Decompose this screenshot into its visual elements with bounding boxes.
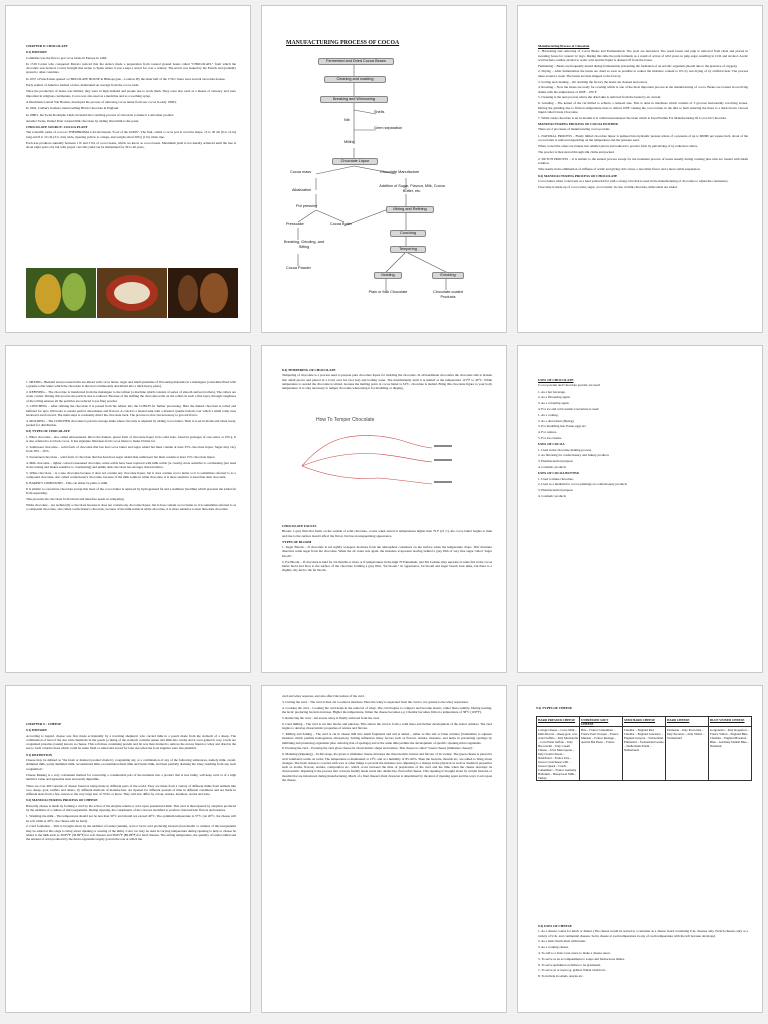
page-chocolate-uses bbox=[517, 345, 763, 673]
list-item: 4. MOLDING – The CONCHED chocolate is put into storage tanks where viscosity is adjusted by adding cocoa butter. Then it is set in molds and when ready, packed for distribution. bbox=[26, 418, 236, 428]
section-heading: USES OF COCOA bbox=[538, 442, 565, 447]
paragraph: According to legend, cheese was first made accidentally by a traveling shepherd, who carried milk in a pouch made from the stomach of a sheep. The combination of heat of the sun with chemicals in the pouch (a lining of the stomach contains rennet and milk into curds) and it soon gained it way. Curds are coagulated proteins (casein) known as cheese. This soft mass containing protein and fat was then drained to remove the excess liquid or whey and dried in the sun to form a harder mass which could be eaten fresh or salted and stored for later use when the food supplies were less plentiful. bbox=[26, 733, 236, 751]
flow-label: Presscake bbox=[286, 222, 304, 226]
table-header: SEMI HARD CHEESE bbox=[623, 717, 666, 727]
list-item: 3. As a colouring agent. bbox=[538, 401, 570, 406]
flow-label: Cocoa Powder bbox=[286, 266, 311, 270]
list-item: 3. Sorting and cleaning – On reaching the factory the beans are cleaned and sorted. bbox=[538, 79, 648, 84]
list-item: 6. To serve sprinkled on dishes to be gratinated. bbox=[538, 962, 601, 967]
cocoa-pod-image bbox=[26, 268, 96, 318]
list-item: 2. As a decoration (Piping). bbox=[538, 418, 575, 423]
page-tempering bbox=[261, 345, 507, 673]
tempering-lines bbox=[282, 426, 486, 498]
paragraph: When cooled the cakes are broken into smaller pieces and reduced to powder form by pulverising of by reduction rollers. bbox=[538, 144, 698, 149]
list-item: 2. Curd formation – This is brought about by the addition of rennet (rennin), acid or lactic acid producing bacteria (lactobacilli or cultures of microorganisms may be added at this stage to bring about ripening or souring of the milk). Color too may be used in varying temperature during ripening to help or cheese be added to the milk such as 36.85°F (36.89°F) for soft cheeses and 36.85°F (86.98°F) for hard cheeses. The setting temperature, the quantity of rennet added and the amount of acid produced by the microorganisms largely govern the rate at which the bbox=[26, 824, 236, 842]
page-chocolate-history bbox=[5, 5, 251, 333]
flow-label: Milling bbox=[344, 140, 355, 144]
list-item: 4. For centres. bbox=[538, 430, 557, 435]
page-text bbox=[538, 42, 748, 192]
flow-label: Cocoa mass bbox=[290, 170, 312, 174]
flow-label: Alkalization bbox=[292, 188, 312, 192]
list-item: 3. Sweetened chocolate – solid form of chocolate that has had more sugar added than semisweet but must contain at least 15% chocolate liquor. bbox=[26, 454, 216, 459]
list-item: This prevents the chocolate from bloom and therefore needs no tempering. bbox=[26, 496, 125, 501]
list-item: 7. To serve as or used e.g. grilled. Welsh rarebit etc. bbox=[538, 968, 607, 973]
table-cell: Cheddar – England Red Cheddar – England Lancaster – England Gruyere – Switzerland Emmental – Switzerland Gouda – Netherlands Edam – Netherlands bbox=[623, 727, 666, 781]
paragraph: There are over 400 varieties of cheese found as being made in different parts of the world. They are made from a variety of different milks from animals like cow, sheep, goat, buffalo and others, by different methods of manufacture, are ripened for different periods of time in different conditions and are made in different sizes from a few ounces to the very large size of 70 lbs or more. They will also differ by colour, texture, hardness, aroma and taste. bbox=[26, 783, 236, 797]
list-item: 5. For ice-creams. bbox=[538, 435, 562, 440]
chapter-heading: CHAPTER 8: CHOCOLATE bbox=[26, 44, 68, 48]
list-item: 1. As a hot beverage. bbox=[538, 389, 566, 394]
section-heading: 9.1) HISTORY bbox=[26, 728, 48, 733]
list-item: 6. Curd milling – The curd is cut into blocks and piled up. This allows the curd to form a solid mass and further development of the starter cultures. The curd begins to develop characteristic properties of texture and flavour. bbox=[282, 721, 492, 731]
list-item: Fermenting – Beans are frequently turned during fermentation preventing the formation of an aerobic organism (mould due to the presence of oxygen). bbox=[538, 63, 738, 68]
paragraph: Each tree produces annually between 1 lb and 3 lbs of cocoa beans, which we know as cocoa beans. Maximum yield is not usually achieved until the tree is about eight years old, but with proper care this yield can be maintained for 30 to 40 years. bbox=[26, 141, 236, 150]
flow-node: Breaking and Winnowing bbox=[320, 96, 388, 103]
section-heading: 9.4) USES OF CHEESE bbox=[538, 924, 572, 928]
page-text bbox=[538, 376, 748, 500]
list-item: 2. As a flavouring agent. bbox=[538, 395, 571, 400]
page-cheese-process bbox=[261, 685, 507, 1013]
list-item: 1. Bitter chocolate – also called unsweetened, this is the darkest, purest form of chocolate liquor in its solid state, found in packages of one-ounce or 250 g. It is also referred to as block cocoa. It has signature bitterness from cocoa butter to make it bitter fat. bbox=[26, 434, 236, 444]
paragraph: Columbus was the first to get cocoa beans in Europe in 1494. bbox=[26, 55, 107, 60]
paragraph: In 1657 a French man opened a CHOCOLATE HOUSE in Bishops gate – London. By the latter half of the 17th C there were several chocolate houses. bbox=[26, 76, 226, 81]
page-title: MANUFACTURING PROCESS OF COCOA bbox=[286, 40, 400, 46]
section-heading: 9.3) TYPES OF CHEESE bbox=[536, 706, 573, 710]
paragraph: Since the production of beans was limited, they were in high demand and people use to stock them. They were also used as a means of currency and were important in religious ceremonies. Cocoa was also used as a medicine and as a soothing syrup. bbox=[26, 89, 236, 98]
list-item: 3. As a cooking cheese. bbox=[538, 945, 569, 950]
list-item: 4. For ice and cold creams Couverture is used: bbox=[538, 406, 600, 411]
flow-node: Tempering bbox=[390, 246, 426, 253]
paragraph: There are 2 processes of manufacturing cocoa powder. bbox=[538, 127, 610, 132]
list-item: 1. Harvesting and removing of Cocoa Beans and Fermentation: The pods are harvested. The seeds beans and pulp is removed from rinds and placed in sweating boxes for around 12 days. During this time the pulp ferments as a result of action of wild yeast on pulp sugar resulting in CO2 and alcohol. Acetic acid bacteria oxidize alcohol to acetic acid and the liquid is drained off from the boxes. bbox=[538, 49, 748, 62]
paragraph: curd and whey separate, and also affect the texture of the curd. bbox=[282, 694, 365, 698]
flow-node: Cleaning and roasting bbox=[324, 76, 386, 83]
flow-label: Addition of Sugar, Flavour, Milk, Cocoa Butter, etc. bbox=[379, 184, 445, 193]
page-chocolate-manufacturing bbox=[517, 5, 763, 333]
list-item: 2. REFINING – The chocolate is transferred from the melangeur to the refiner (a machine which consists of series of smooth surfaced rollers). The rollers are water cooled. During this process the particle size is reduced. Because of the shifting the chocolate trails on the rollers in such a fine layer, through roughness of the rolling ensures all the particles are reduced to (as fine) powder. bbox=[26, 390, 236, 403]
cocoa-pod-photos bbox=[26, 268, 238, 318]
list-item: 1. Sugar Bloom – If chocolate is not tightly wrapped, moisture from the atmosphere condenses on the surface when the temperature drops. This moisture dissolves some sugar from the chocolate. When the air water sets again, the moisture evaporates leaving behind a grey film of very fine sugar called "sugar bloom". bbox=[282, 545, 492, 558]
table-cell: Brie – France Camembert – France Pont l'eveque – France Munster – France Romage – Austria Bel Paese – France bbox=[580, 727, 623, 781]
flow-label: Breaking, Grinding, and Sifting bbox=[284, 240, 324, 249]
page-cheese-types bbox=[517, 685, 763, 1013]
section-heading: MANUFACTURING PROCESS OF COCOA POWDER bbox=[538, 121, 618, 126]
cheese-types-table bbox=[536, 716, 752, 781]
list-item: 3. Cutting the curd – The curd is then cut to remove moisture. Here the whey is separated from the curd to cut, greater is the whey separation. bbox=[282, 700, 469, 705]
flow-label: Chocolate-coated Products bbox=[433, 290, 463, 299]
section-heading: TYPES OF BLOOM bbox=[282, 539, 312, 544]
list-item: 4. Cosmetic products bbox=[538, 493, 566, 498]
section-heading: 8.2) MANUFACTURING PROCESS OF CHOCOLATE bbox=[538, 173, 618, 178]
list-item: 2. As flavoring for confectionery and bakery products bbox=[538, 453, 609, 458]
table-header: HARD PRESSED CHEESE bbox=[537, 717, 580, 727]
list-item: 2. As a basic lunch meal with butter. bbox=[538, 939, 586, 944]
section-heading: USES OF COCOA BUTTER bbox=[538, 471, 579, 476]
paragraph: This results in the elimination of stiffness of acidic and giving rich colour, a less bitter flavor and a more stable suspension. bbox=[538, 167, 701, 172]
list-item: 4. Milk chocolate – lighter colored sweetened chocolate, some solids have been replaced with milk solids (or cream), more sensitive to overheating (not used in decorating and makes sensitive to overheating) and unlike dark chocolate has stronger characteristics. bbox=[26, 460, 236, 470]
list-item: 2. Drying – After fermentation the beans are dried as soon as possible to reduce the moisture content to 6% by sun drying of by artificial heat. The process takes around a week. The beans are then shipped to the factory. bbox=[538, 69, 748, 78]
paragraph: Chocolate is made up of cocoa solid, sugar, cocoa butter. In case of milk chocolate, milk solids are added. bbox=[538, 185, 678, 190]
tempering-graphic bbox=[282, 418, 486, 498]
page-text bbox=[538, 922, 748, 980]
section-heading: 9.1) DEFINITION bbox=[26, 752, 53, 757]
cocoa-pod-image bbox=[168, 268, 238, 318]
list-item: It is similar to couverture chocolate except that most of the cocoa butter is replaced by hydrogenated fat and a stabilizer (lecithin) which prevents the added fat from separating. bbox=[26, 486, 236, 496]
paragraph: Cocoa butter when cooled sets as a hard yellowish fat with a strong odor that is used in the manufacturing of chocolate to adjust the consistency. bbox=[538, 178, 729, 183]
cocoa-pod-image bbox=[97, 268, 167, 318]
section-heading: 8.3) TYPES OF CHOCOLATE bbox=[26, 429, 70, 434]
list-item: 6. BAKER'S COMPOUND – This can either be plain or milk. bbox=[26, 480, 109, 485]
page-text bbox=[26, 42, 236, 152]
page-text bbox=[282, 694, 492, 784]
flow-label: Nib bbox=[344, 118, 350, 122]
list-item: White chocolate – not technically a chocolate because it does not contain any chocolate liquor, but it does contain cocoa butter so it is sometimes referred to as a compound chocolate, also called confectioner's chocolate, because of the milk solids in white chocolate, it is more sensitive to heat than dark chocolate. bbox=[26, 502, 236, 511]
list-item: 5. To serve as an accompaniment to soups and farinaceous dishes. bbox=[538, 956, 625, 961]
flow-node: Fermented and Dried Cocoa Beans bbox=[318, 58, 394, 65]
paragraph: 1. NATURAL PROCESS – Finely milled chocolate liquor is pumped into hydraulic presses where of a pressure of up to 6000lb per square inch, about of the cocoa butter is removed depending on the temperature and the pressure used. bbox=[538, 133, 748, 142]
list-item: 4. Cosmetic products bbox=[538, 464, 566, 469]
flow-label: Germ separation bbox=[374, 126, 403, 130]
list-item: 2. Semisweet chocolate – solid form of chocolate that has had cocoa butter and sugar added but must contain at least 35% chocolate liquor. Sugar may vary from 30% – 50%. bbox=[26, 444, 236, 454]
section-heading: 8.1) HISTORY bbox=[26, 50, 48, 55]
paragraph: Basically cheese is made by forming a curd by the action of the enzyme rennin or acid, upon pasteurized milk. This curd is then ripened by enzymes produced by the addition of a culture of microorganisms. During ripening, the constituents of the curd are modified to produce characteristic flavors and textures. bbox=[26, 803, 236, 813]
list-item: 2. Used as a medium for cocoa paintings on confectionery products bbox=[538, 482, 627, 487]
list-item: 8. Pressing the curd – Pressing the curd gives cheese its characteristic shape and texture. This cheese is called "Green cheese (immature cheese)". bbox=[282, 746, 474, 751]
list-item: 4. Roasting – Now the beans are ready for roasting which is one of the most important process in the manufacturing of cocoa. Beans are roasted in revolving drums with the temperature of 200F – 250 F. bbox=[538, 85, 748, 94]
paragraph: Cheese Making is a very convenient method for converting a considerable part of the nutrients into a product that is less bulky, will keep well, is of a high nutritive value and agreeable taste and easily digestible. bbox=[26, 772, 236, 782]
list-item: 1. As a coating. bbox=[538, 412, 559, 417]
list-item: 4. To add to a basic roux sauce to make a cheese sauce. bbox=[538, 950, 611, 955]
list-item: 1. Used in the chocolate making process bbox=[538, 447, 592, 452]
list-item: 3. CONCHING – After refining the chocolate it is passed from the refiner into the CONCH for further processing. Here the melted chocolate is rolled and buffeted for upto 100 hours to ensure perfect smoothness and flavour. A conch is a heated tank with a massive granite bottom over which a small roller runs backward and forward. The main steps is constantly direct the chocolate back. The process is slow but necessary to get real flavor. bbox=[26, 404, 236, 418]
paragraph: Another Swiss, Daniel Peter created milk chocolate by adding dried milk to the paste. bbox=[26, 118, 140, 123]
flow-node: Mixing and Refining bbox=[386, 206, 434, 213]
table-header: BLUE VEINED CHEESE bbox=[709, 717, 752, 727]
chapter-heading: CHAPTER 9 – CHEESE bbox=[26, 722, 62, 726]
list-item: 1. MIXING– Blended and processed nibs are mixed with cocoa butter, sugar and small quantities of flavouring materials in a melangeur (a machine fitted with a granite roller under which the chocolate is directed continuously and mixed into a thick heavy paste). bbox=[26, 380, 236, 389]
paragraph: Cheese may be defined as "the fresh or matured product made by coagulating any or a combination of any of the following substances, namely milk, cream, skimmed milk, partly skimmed milk, reconstituted milk, reconstituted dried milk and butter milk, and then partially draining the whey resulting from any such coagulation". bbox=[26, 758, 236, 771]
section-heading: 8.4) TEMPERING OF CHOCOLATE bbox=[282, 368, 336, 372]
list-item: 5. Removing the curd – All excess whey is finally removed from the curd. bbox=[282, 716, 380, 721]
paragraph: The scientific name of cocoa is THEOBROMA CACAO means "food of the GODS". The fruit, called a cocoa pod is ovoid in shape, 15 to 30 cm (6 to 12 in) long and 8 to 10 cm (3 to 4 in) wide, ripening yellow to orange, and weighs about 500 g (1 lb) when ripe. bbox=[26, 130, 236, 139]
page-chocolate-types bbox=[5, 345, 251, 673]
process-flow-chart bbox=[286, 54, 496, 324]
section-heading: Manufacturing Process of Chocolate bbox=[538, 44, 590, 48]
paragraph: Tempering of chocolate is a process used to prepare pure chocolate liquor for molding the chocolate. In all handmade chocolates the chocolate slab is broken into small pieces and placed in a bowl over hot (not hot) and boiling water. The intermittently until it is melted at the temperature 115°F to 40°C. While temperature to ascend the chocolate is stirred, because the melting point of cocoa butter is 34°C, chocolate is melted. Bring this chocolate figure to your body temperature. It is only necessary to temper chocolate when using it for moulding or dipping. bbox=[282, 373, 492, 391]
page-text bbox=[26, 380, 236, 513]
page-cocoa-process-chart bbox=[261, 5, 507, 333]
list-item: 1. Warming the milk – The temperature should not be less than 30°C and should not exceed 40°C. The optimum temperature is 37°C (At 20°C, the cheese will be soft while at 40°C, the cheese will be hard). bbox=[26, 814, 236, 823]
section-heading: CHOCOLATE SOURCE: COCOA PLANT bbox=[26, 125, 88, 130]
flow-label: Chocolate Manufacture bbox=[380, 170, 420, 174]
graphic-title: How To Temper Chocolate bbox=[316, 417, 375, 423]
table-cell: Gorgonzola – Italy Roquefort – France Stilton – England Blue Cheshire – England Bavarian Blue – Germany Danish Blue – Denmark bbox=[709, 727, 752, 781]
list-item: 3. Pharmaceutical purpose bbox=[538, 459, 573, 464]
paragraph: Cocoa powder and Chocolate powder are used: bbox=[538, 383, 601, 388]
list-item: 9. Maturing (Ripening) – In this stage, the green or immature cheese develops the characteristic texture and flavour of its variety. The green cheese is placed in well ventilated rooms on racks. The temperature is maintained at 13°C and at a humidity of 85–90%. Then the bacteria, moulds etc. are added to bring about changes. The fresh cheese is covered with wax or other things to prevent the moisture loss. Ripening is a change in the physical as well as chemical properties such as aroma, flavour, texture, composition etc. which occur between the time of preparation of the curd and the time when the cheese develops its characteristic. Ripening is the process that converts freshly made curds into distinctive, flavourful cheese. This ripening is brought about by certain bacteria or moulds that are introduced during manufacturing. Much of a final cheese's final character is determined by the kind of ripening agent and the ways it acts upon the cheese. bbox=[282, 752, 492, 783]
paragraph: The powder is then sieved through silk cloths and packed. bbox=[538, 150, 615, 155]
page-text bbox=[282, 366, 492, 392]
section-heading: USES OF CHOCOLATE bbox=[538, 378, 574, 382]
flow-label: Shells bbox=[374, 110, 385, 114]
list-item: 7. Milling and Salting – The curd is cut in cheese mill into small fragments and salt is added – either as fine salt or brine solution (Sometimes to squeeze moisture which permits homogenous absorption). Salting influences many factors such as flavour, texture, moisture, and helps in preventing spoilage by inhibiting and producing organisms (also reducing risk of spoilage) and at the same time permits the development of specific ripening microorganisms. bbox=[282, 732, 492, 745]
list-item: 8. To include in salads, snacks etc. bbox=[538, 974, 584, 979]
table-cell: Cottage Cheese – Cows Milk – India Ricotta – sheep,goat, cow, water buffalo – Italy Mozzarella – Cow/Water buffalo – Italy Bocconcini – Italy Cream Cheese – USA Mascarpone – Italy Cream Cheese – Neufchatel – France Feta – Greece Goatcheese with – Greece Quark – Czech Camembert – France Germany Halloumi – Sheep/Goat Milk – Turkey bbox=[538, 727, 578, 780]
paragraph: Early settlers of America formed a labor, maintained an average from the cocoa trade. bbox=[26, 83, 140, 88]
flow-node: Chocolate Liquor bbox=[332, 158, 378, 165]
section-heading: CHOCOLATE FAULTS bbox=[282, 524, 317, 528]
list-item: 4. Cooking the curd – Cooking the curd helps in the removal of whey. The curd begins to compact and become elastic, rather than crumbly. During heating, the lactic producing bacteria increase. Higher the temperature, firmer the cheese becomes e.g. Cheddar becomes firm at a temperature of 38°C (100°F). bbox=[282, 706, 492, 715]
flow-node: Molding bbox=[374, 272, 402, 279]
paragraph: 2. DUTCH PROCESS – It is similar to the natural process except for the treatment process of beans usually during roasting plus nibs are treated with alkali solution. bbox=[538, 156, 748, 166]
page-cheese-history bbox=[5, 685, 251, 1013]
list-item: 1. Used to make chocolate. bbox=[538, 476, 574, 481]
flow-node: Enrobing bbox=[432, 272, 464, 279]
paragraph: Bloom: a grey film that forms on the outside of solid chocolate, occurs when stored at temperatures higher than 70 F (21 C), the cocoa butter begins to melt and rise to the surface doesn't affect the flavor, but has an unappetizing appearance. bbox=[282, 529, 492, 538]
list-item: 1. As a cheese course for lunch or dinner. (The cheese would be served to a customer as a cheese board containing U.K. cheeses only. French cheeses only or a variety of U.K. and continental cheeses. Serve cheese at room temperature in any of room temperature with the left because develops). bbox=[538, 929, 748, 938]
paragraph: In 1842, Cadbury brothers started selling Block Chocolate in England. bbox=[26, 106, 119, 111]
list-item: 7. While crude chocolate is set in moulds it is called unsweetened chocolate which is Used Further For Manufacturing Of Cocoa Or Chocolate. bbox=[538, 115, 727, 120]
page-text bbox=[282, 522, 492, 574]
flow-node: Conching bbox=[390, 230, 426, 237]
paragraph: In 1519 Cortez who conquered Mexico noticed that the Aztecs made a preparation from roasted ground beans called "CHOCOLATL" from which the chocolate was derived. Cortez brought this recipe to Spain where it was a kept a secret for over a century. The secret was leaked by the French and gradually spread to other countries. bbox=[26, 61, 236, 75]
list-item: 6. Grinding – The kernel of the cut milled to achieve a reduced size. This is done in machines which consists of 3 grooves horizontally revolving stones. During the grinding due to friction temperature rises to almost 100F causing the cocoa butter in the nibs to melt reducing the mass to a thick brown viscous liquid called Crude Chocolate. bbox=[538, 101, 748, 114]
table-header: HARD CHEESE bbox=[666, 717, 709, 727]
table-header: UNPRESSED SOFT CHEESE bbox=[580, 717, 623, 727]
list-item: 2. Fat Bloom – If chocolate is held for six months or more or if temperatures in the high 70 Fahrenheit, just 30s Celsius, they separate at some fats in the cocoa butter mold and float to the surface of the chocolate forming a grey film, "fat bloom." In appearance, fat bloom and sugar bloom look alike, but there is a slightly oily feel to the fat bloom. bbox=[282, 559, 492, 573]
paragraph: In 1880's, the Swiss Rodolphe Lindt, invented the Conching process of chocolate to make it a smoother product. bbox=[26, 112, 175, 117]
section-heading: 9.2) MANUFACTURING PROCESS OF CHEESE bbox=[26, 798, 98, 803]
flow-label: Plain or Milk Chocolate bbox=[368, 290, 408, 294]
list-item: 5. White chocolate – is a true chocolate because it does not contain any chocolate liquor, but it does contain cocoa butter so it is sometimes referred to as a compound chocolate, also called confectioner's chocolate, because of the milk solids in white chocolate, it is more sensitive to heat than dark chocolate. bbox=[26, 470, 236, 480]
paragraph: A Dutchman Conrad Van Houten, developed the process of removing cocoa butter from raw cocoa in early 1800's. bbox=[26, 99, 177, 104]
list-item: 5. Cleaning is the next process where the dried skin is removed from the beans by air current. bbox=[538, 95, 662, 100]
table-cell: Parmesan – Italy Provolone – Italy Pecorino – Italy Sbrinz – Switzerland bbox=[666, 727, 709, 781]
page-text bbox=[26, 720, 236, 843]
flow-label: Cocoa Butter bbox=[330, 222, 353, 226]
list-item: 3. Pharmaceutical purpose bbox=[538, 488, 573, 493]
flow-label: Pot pressing bbox=[296, 204, 318, 208]
list-item: 3. For moulding into Easter eggs etc. bbox=[538, 424, 587, 429]
